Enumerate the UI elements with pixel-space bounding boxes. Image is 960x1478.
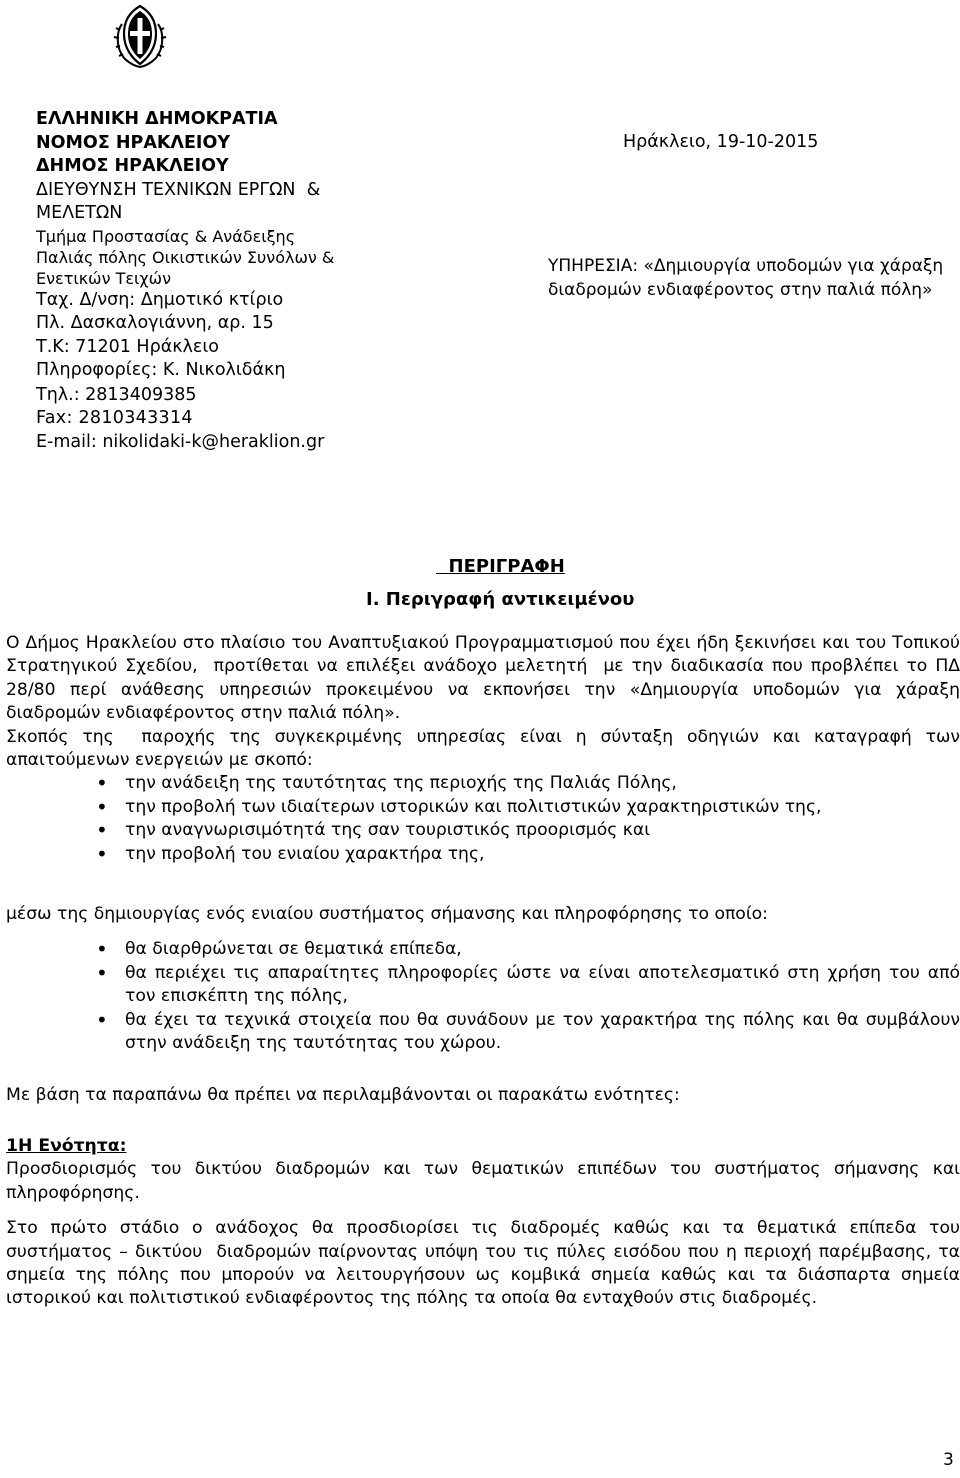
list-item: • θα έχει τα τεχνικά στοιχεία που θα συνάδουν με τον χαρακτήρα της πόλης και θα συμβάλουν στην ανάδειξη της ταυτότητας του χώρου.	[6, 1009, 960, 1056]
basis-paragraph: Με βάση τα παραπάνω θα πρέπει να περιλαμβάνονται οι παρακάτω ενότητες:	[6, 1084, 680, 1105]
unit-1-description: Προσδιορισμός του δικτύου διαδρομών και των θεματικών επιπέδων του συστήματος σήμανσης και πληροφόρησης.	[6, 1159, 960, 1203]
intro-paragraph: Ο Δήμος Ηρακλείου στο πλαίσιο του Αναπτυξιακού Προγραμματισμού που έχει ήδη ξεκινήσει και του Τοπικού Στρατηγικού Σχεδίου, προτίθεται να επιλέξει ανάδοχο μελετητή με την διαδικασία που προβλέπει το ΠΔ 28/80 περί ανάθεσης υπηρεσιών προκειμένου να εκπονήσει την «Δημιουργία υποδομών για χάραξη διαδρομών ενδιαφέροντος στην παλιά πόλη».	[6, 633, 960, 724]
header-line-fax: Fax: 2810343314	[36, 408, 193, 428]
header-line-department-cont2: Ενετικών Τειχών	[36, 268, 172, 288]
list-item: • την ανάδειξη της ταυτότητας της περιοχής της Παλιάς Πόλης,	[6, 772, 960, 795]
unit-1-stage-paragraph: Στο πρώτο στάδιο ο ανάδοχος θα προσδιορίσει τις διαδρομές καθώς και τα θεματικά επίπεδα του συστήματος – δικτύου διαδρομών παίρνοντας υπόψη του τις πύλες εισόδου που η περιοχή παρέμβασης, τα σημεία της πόλης που μπορούν να λειτουργήσουν ως κομβικά σημεία καθώς και τα διάσπαρτα σημεία ιστορικού και πολιτιστικού ενδιαφέροντος της πόλης τα οποία θα ενταχθούν στις διαδρομές.	[6, 1218, 960, 1309]
page-title-text: ΠΕΡΙΓΡΑΦΗ	[448, 556, 565, 577]
hellenic-republic-emblem	[110, 4, 170, 68]
system-features-list	[6, 938, 960, 1055]
list-item: • θα διαρθρώνεται σε θεματικά επίπεδα,	[6, 938, 960, 961]
header-line-department: Τμήμα Προστασίας & Ανάδειξης	[36, 226, 296, 246]
header-line-directorate-cont: ΜΕΛΕΤΩΝ	[36, 203, 123, 223]
header-line-address: Ταχ. Δ/νση: Δημοτικό κτίριο	[36, 289, 284, 310]
header-line-municipality: ΔΗΜΟΣ ΗΡΑΚΛΕΙΟΥ	[36, 156, 229, 176]
issuer-block	[36, 108, 436, 454]
list-item: • την αναγνωρισιμότητά της σαν τουριστικός προορισμός και	[6, 819, 960, 842]
document-body	[6, 632, 960, 1311]
header-line-email: E-mail: nikolidaki-k@heraklion.gr	[36, 431, 325, 452]
document-date: Ηράκλειο, 19-10-2015	[623, 132, 819, 152]
header-line-prefecture: ΝΟΜΟΣ ΗΡΑΚΛΕΙΟΥ	[36, 132, 230, 153]
header-line-square: Πλ. Δασκαλογιάννη, αρ. 15	[36, 313, 274, 333]
means-paragraph: μέσω της δημιουργίας ενός ενιαίου συστήματος σήμανσης και πληροφόρησης το οποίο:	[6, 904, 768, 925]
page-title	[436, 556, 565, 577]
header-line-directorate: ΔΙΕΥΘΥΝΣΗ ΤΕΧΝΙΚΩΝ ΕΡΓΩΝ &	[36, 179, 321, 200]
list-item: • την προβολή των ιδιαίτερων ιστορικών και πολιτιστικών χαρακτηριστικών της,	[6, 796, 960, 819]
goals-list	[6, 772, 960, 866]
section-heading: Ι. Περιγραφή αντικειμένου	[366, 589, 635, 610]
list-item: • την προβολή του ενιαίου χαρακτήρα της,	[6, 843, 960, 866]
header-line-department-cont: Παλιάς πόλης Οικιστικών Συνόλων &	[36, 247, 335, 267]
header-line-phone: Τηλ.: 2813409385	[36, 384, 197, 405]
header-line-republic: ΕΛΛΗΝΙΚΗ ΔΗΜΟΚΡΑΤΙΑ	[36, 109, 278, 129]
document-subject: ΥΠΗΡΕΣΙΑ: «Δημιουργία υποδομών για χάραξη διαδρομών ενδιαφέροντος στην παλιά πόλη»	[548, 256, 955, 300]
page-number: 3	[943, 1450, 954, 1470]
unit-1-heading: 1Η Ενότητα:	[6, 1135, 127, 1156]
header-line-contact: Πληροφορίες: Κ. Νικολιδάκη	[36, 360, 286, 380]
purpose-paragraph: Σκοπός της παροχής της συγκεκριμένης υπηρεσίας είναι η σύνταξη οδηγιών και καταγραφή των απαιτούμενων ενεργειών με σκοπό:	[6, 726, 960, 771]
list-item: • θα περιέχει τις απαραίτητες πληροφορίες ώστε να είναι αποτελεσματικό στη χρήση του από τον επισκέπτη της πόλης,	[6, 962, 960, 1009]
header-line-postcode: Τ.Κ: 71201 Ηράκλειο	[36, 336, 219, 357]
